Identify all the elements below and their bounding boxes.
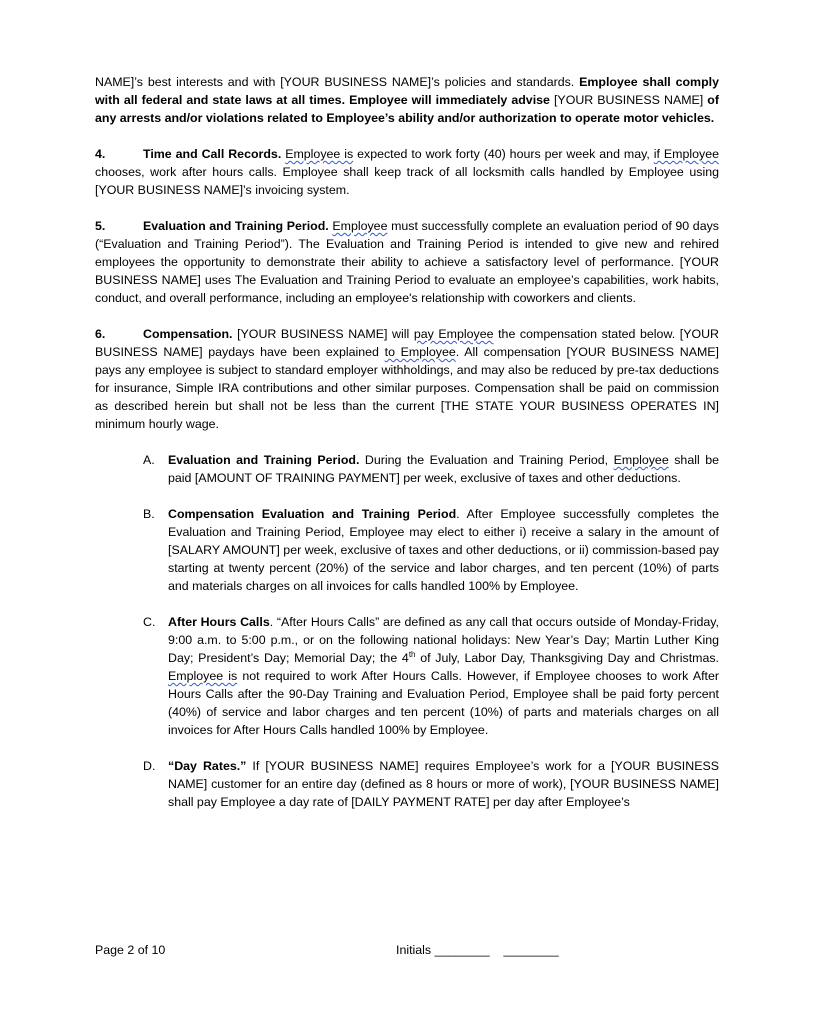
subsection-text: of July, Labor Day, Thanksgiving Day and Christmas. <box>415 651 719 665</box>
subsection-text: . “After Hours Calls” are defined as any call that occurs outside of Monday-Friday, 9:00 a.m. to 5:00 p.m., or on the following national holidays: New Year’s Day; Martin Luther King Day; President’s Day; Memorial Day; the 4 <box>168 615 719 665</box>
section-number: 6. <box>95 327 106 341</box>
spellcheck-flag: Employee <box>332 219 388 233</box>
section-6 <box>95 325 719 433</box>
section-5 <box>95 217 719 307</box>
section-number: 4. <box>95 147 106 161</box>
subsection-title: After Hours Calls <box>168 615 270 629</box>
subsection-marker: A. <box>143 453 155 467</box>
subsection-text: If [YOUR BUSINESS NAME] requires Employee’s work for a [YOUR BUSINESS NAME] customer for an entire day (defined as 8 hours or more of work), [YOUR BUSINESS NAME] shall pay Employee a day rate of [DAILY PAYMENT RATE] per day after Employee’s <box>168 759 719 809</box>
section-text: must successfully complete an evaluation period of 90 days (“Evaluation and Training Period”). The Evaluation and Training Period is intended to give new and rehired employees the opportunity to demonstrate their ability to achieve a satisfactory level of performance. [YOUR BUSINESS NAME] uses The Evaluation and Training Period to evaluate an employee’s capabilities, work habits, conduct, and overall performance, including an employee's relationship with coworkers and clients. <box>95 219 719 305</box>
subsection-c <box>95 613 719 739</box>
subsection-b <box>95 505 719 595</box>
intro-bold-text-2: of any arrests and/or violations related to Employee’s ability and/or authorization to operate motor vehicles. <box>95 93 719 125</box>
document-body <box>95 73 719 829</box>
subsection-title: Compensation Evaluation and Training Period <box>168 507 457 521</box>
section-text: . All compensation [YOUR BUSINESS NAME] pays any employee is subject to standard employer withholdings, and may also be reduced by pre-tax deductions for insurance, Simple IRA contributions and other similar purposes. Compensation shall be paid on commission as described herein but shall not be less than the current [THE STATE YOUR BUSINESS OPERATES IN] minimum hourly wage. <box>95 345 719 431</box>
compensation-subsections <box>95 451 719 811</box>
subsection-a <box>95 451 719 487</box>
intro-bold-text: Employee shall comply with all federal and state laws at all times. Employee will immediately advise <box>95 75 719 107</box>
intro-mid-text: [YOUR BUSINESS NAME] <box>549 93 708 107</box>
spellcheck-flag: to Employee <box>384 345 456 359</box>
section-text: the compensation stated below. [YOUR BUSINESS NAME] paydays have been explained <box>95 327 719 359</box>
subsection-d <box>95 757 719 811</box>
spellcheck-flag: pay Employee <box>413 327 494 341</box>
section-title: Compensation. <box>143 327 233 341</box>
subsection-marker: D. <box>143 759 156 773</box>
section-text: chooses, work after hours calls. Employee shall keep track of all locksmith calls handled by Employee using [YOUR BUSINESS NAME]’s invoicing system. <box>95 165 719 197</box>
subsection-title: Evaluation and Training Period. <box>168 453 360 467</box>
subsection-text: not required to work After Hours Calls. However, if Employee chooses to work After Hours Calls after the 90-Day Training and Evaluation Period, Employee shall be paid forty percent (40%) of service and labor charges and ten percent (10%) of parts and materials charges on all invoices for After Hours Calls handled 100% by Employee. <box>168 669 719 737</box>
section-number: 5. <box>95 219 106 233</box>
subsection-marker: C. <box>143 615 156 629</box>
intro-text: NAME]’s best interests and with [YOUR BUSINESS NAME]’s policies and standards. <box>95 75 580 89</box>
section-title: Evaluation and Training Period. <box>143 219 329 233</box>
spellcheck-flag: Employee <box>613 453 669 467</box>
subsection-title: “Day Rates.” <box>168 759 247 773</box>
subsection-text: . After Employee successfully completes the Evaluation and Training Period, Employee may elect to either i) receive a salary in the amount of [SALARY AMOUNT] per week, exclusive of taxes and other deductions, or ii) commission-based pay starting at twenty percent (20%) of the service and labor charges, and ten percent (10%) of parts and materials charges on all invoices for calls handled 100% by Employee. <box>168 507 719 593</box>
subsection-marker: B. <box>143 507 155 521</box>
ordinal-superscript: th <box>408 649 416 659</box>
subsection-text: shall be paid [AMOUNT OF TRAINING PAYMENT] per week, exclusive of taxes and other deductions. <box>168 453 720 485</box>
spellcheck-flag: Employee is <box>168 669 238 683</box>
page-number: Page 2 of 10 <box>95 943 166 957</box>
section-text: expected to work forty (40) hours per week and may, <box>353 147 654 161</box>
section-4 <box>95 145 719 199</box>
subsection-text: During the Evaluation and Training Period, <box>359 453 614 467</box>
initials-line: Initials ________ ________ <box>396 943 559 957</box>
intro-paragraph <box>95 73 719 127</box>
section-title: Time and Call Records. <box>143 147 282 161</box>
spellcheck-flag: Employee is <box>285 147 354 161</box>
section-text: [YOUR BUSINESS NAME] will <box>232 327 414 341</box>
spellcheck-flag: if Employee <box>653 147 719 161</box>
